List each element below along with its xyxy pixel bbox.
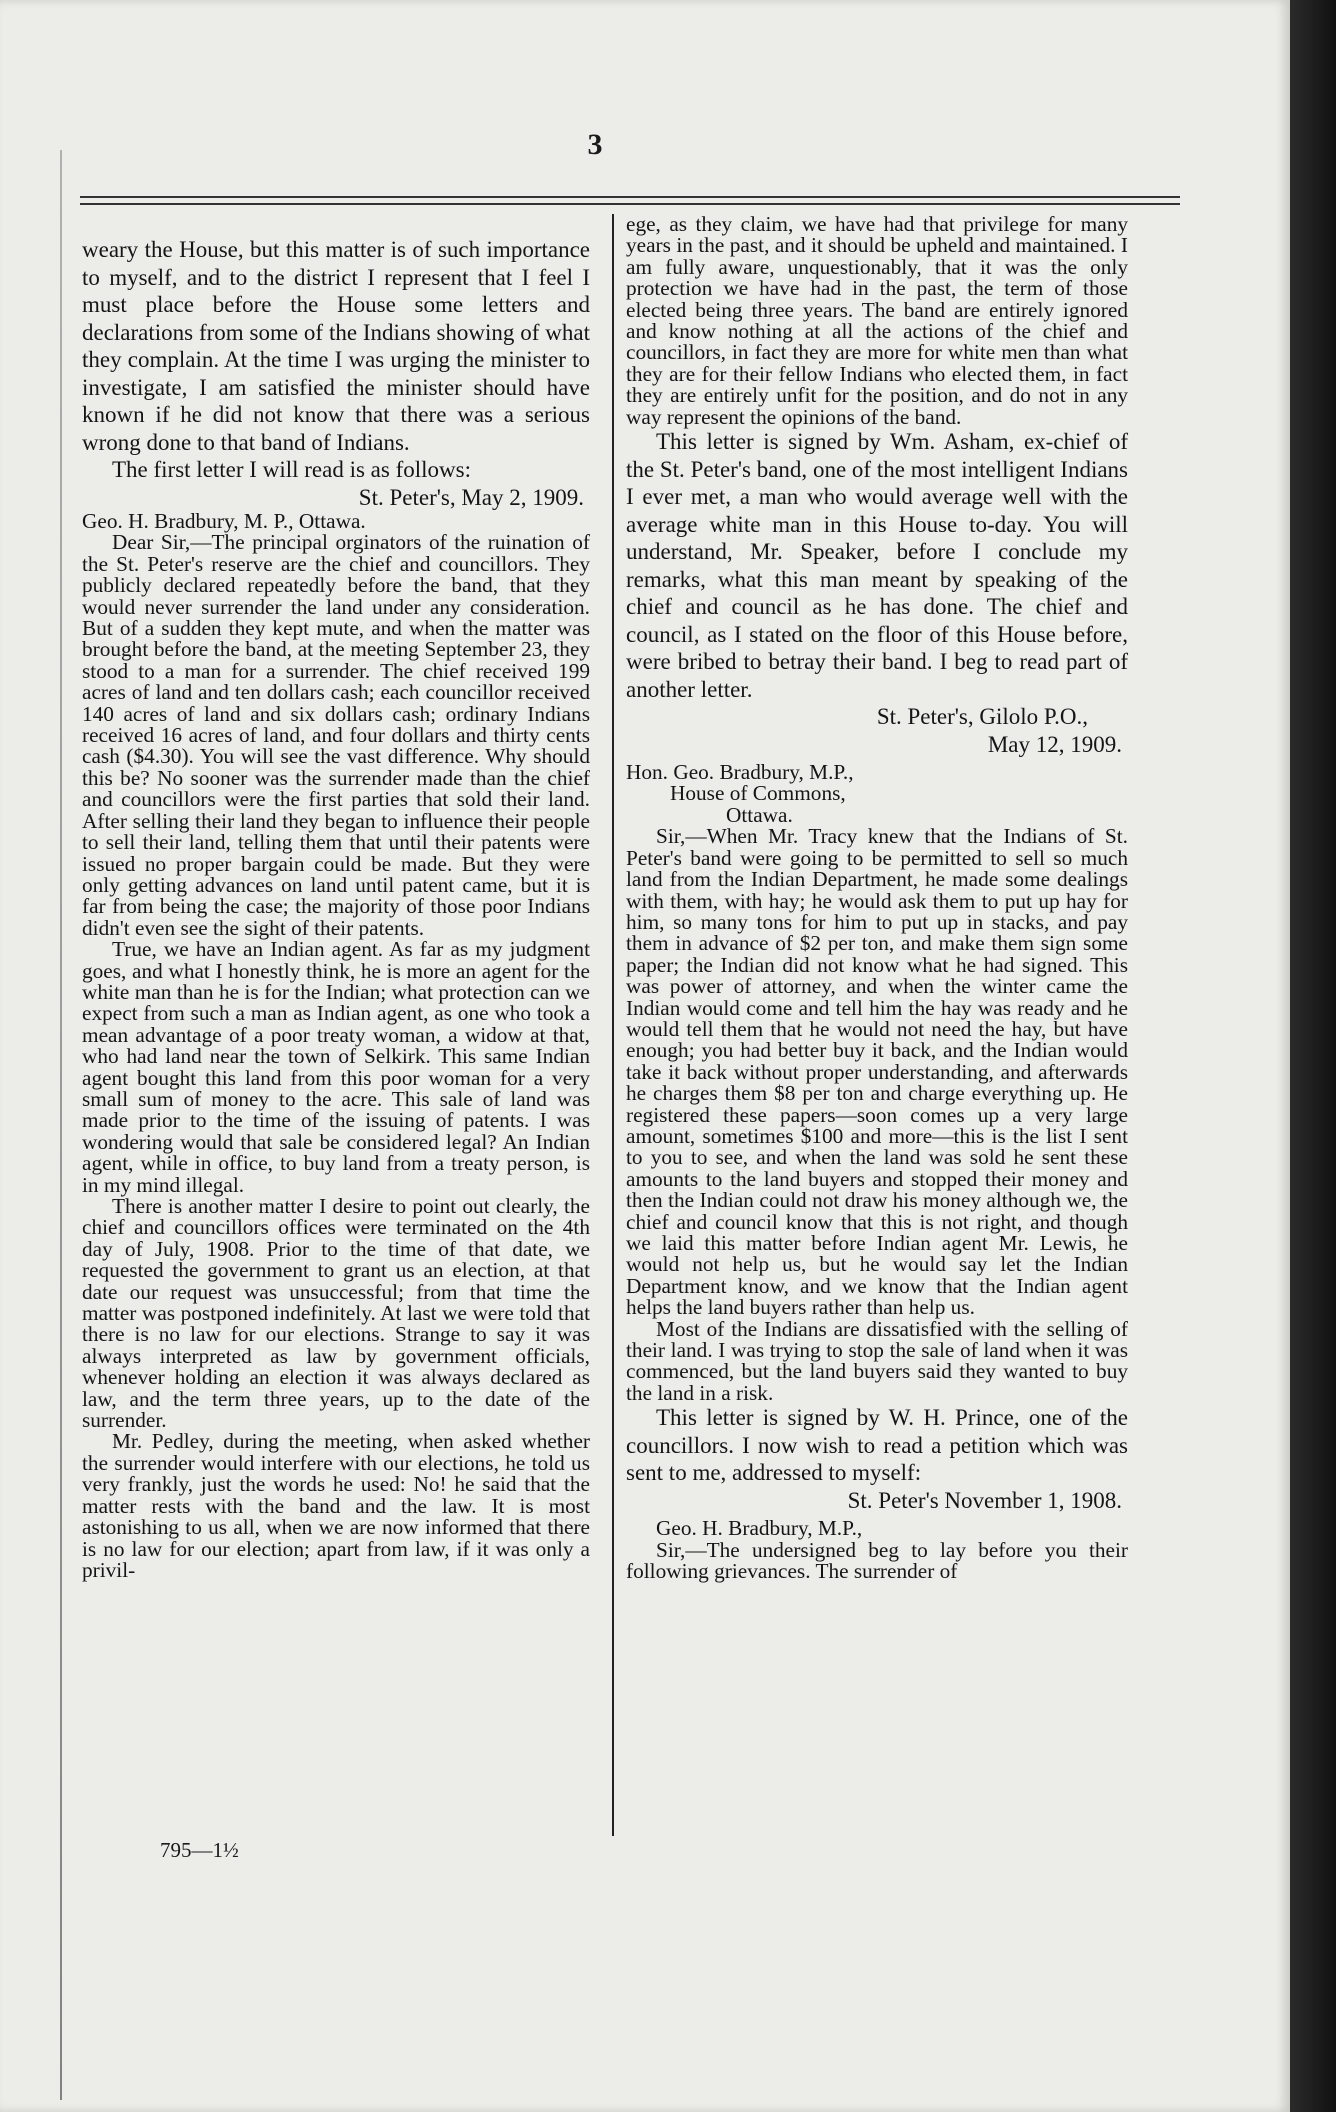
speech-paragraph-1: This letter is signed by Wm. Asham, ex-chief of the St. Peter's band, one of the most intelligent Indians I ever met, a man who would average well with the average white man in this House to-day. You will understand, Mr. Speaker, before I conclude my remarks, what this man meant by speaking of the chief and council as he has done. The chief and council, as I stated on the floor of this House before, were bribed to betray their band. I beg to read part of another letter. bbox=[626, 429, 1128, 702]
binding-margin-line bbox=[60, 150, 62, 2100]
left-paragraph-1: weary the House, but this matter is of such importance to myself, and to the district I represent that I feel I must place before the House some letters and declarations from some of the Indians showing of what they complain. At the time I was urging the minister to investigate, I am satisfied the minister should have known if he did not know that there was a serious wrong done to that band of Indians. bbox=[82, 237, 590, 455]
scan-dark-edge bbox=[1290, 0, 1336, 2112]
letter1-paragraph-1: Dear Sir,—The principal orginators of the ruination of the St. Peter's reserve are the chief and councillors. They publicly declared repeatedly before the band, that they would never surrender the land under any consideration. But of a sudden they kept mute, and when the matter was brought before the band, at the meeting September 23, they stood to a man for a surrender. The chief received 199 acres of land and ten dollars cash; each councillor received 140 acres of land and six dollars cash; ordinary Indians received 16 acres of land, and four dollars and thirty cents cash ($4.30). You will see the vast difference. Why should this be? No sooner was the surrender made than the chief and councillors were the first parties that sold their land. After selling their land they began to influence their people to sell their land, telling them that until their patents were issued no proper bargain could be made. But they were only getting advances on land until patent came, but it is far from being the case; the majority of those poor Indians didn't even see the sight of their patents. bbox=[82, 530, 590, 940]
header-rule-top bbox=[80, 196, 1180, 198]
petition-opening: Sir,—The undersigned beg to lay before you their following grievances. The surrender of bbox=[626, 1537, 1128, 1584]
letter1-addressee: Geo. H. Bradbury, M. P., Ottawa. bbox=[82, 509, 366, 533]
petition-addressee: Geo. H. Bradbury, M.P., bbox=[656, 1516, 863, 1541]
letter2-date: May 12, 1909. bbox=[987, 731, 1122, 757]
right-column bbox=[626, 214, 1128, 1582]
letter1-paragraph-2: True, we have an Indian agent. As far as my judgment goes, and what I honestly think, he is more an agent for the white man than he is for the Indian; what protection can we expect from such a man as Indian agent, as one who took a mean advantage of a poor treaty woman, a widow at that, who had land near the town of Selkirk. This same Indian agent bought this land from this poor woman for a very small sum of money to the acre. This sale of land was made prior to the time of the issuing of patents. I was wondering would that sale be considered legal? An Indian agent, while in office, to buy land from a treaty person, is in my mind illegal. bbox=[82, 937, 590, 1197]
letter2-addressee-2: House of Commons, bbox=[670, 781, 846, 806]
letter2-paragraph-2: Most of the Indians are dissatisfied with the selling of their land. I was trying to stop the sale of land when it was commenced, but the land buyers said they wanted to buy the land in a risk. bbox=[626, 1316, 1128, 1405]
speech-paragraph-2: This letter is signed by W. H. Prince, one of the councillors. I now wish to read a petition which was sent to me, addressed to myself: bbox=[626, 1405, 1128, 1486]
left-column bbox=[82, 236, 590, 1581]
letter2-place: St. Peter's, Gilolo P.O., bbox=[876, 704, 1088, 730]
letter1-paragraph-3: There is another matter I desire to point out clearly, the chief and councillors offices were terminated on the 4th day of July, 1908. Prior to the time of that date, we requested the government to grant us an election, at that date our request was unsuccessful; from that time the matter was postponed indefinitely. At last we were told that there is no law for our elections. Strange to say it was always interpreted as law by government officials, whenever holding an election it was always declared as law, and the term three years, up to the date of the surrender. bbox=[82, 1194, 590, 1433]
letter1-date: St. Peter's, May 2, 1909. bbox=[358, 484, 584, 510]
letter1-paragraph-4: Mr. Pedley, during the meeting, when asked whether the surrender would interfere with our elections, he told us very frankly, just the words he used: No! he said that the matter rests with the band and the law. It is most astonishing to us all, when we are now informed that there is no law for our election; apart from law, if it was only a privil- bbox=[82, 1429, 590, 1582]
page-number: 3 bbox=[587, 128, 603, 161]
header-rule-bottom bbox=[80, 203, 1180, 205]
left-paragraph-2: The first letter I will read is as follows: bbox=[112, 457, 471, 482]
letter2-paragraph-1: Sir,—When Mr. Tracy knew that the Indians of St. Peter's band were going to be permitted to sell so much land from the Indian Department, he made some dealings with them, with hay; he would ask them to put up hay for him, so many tons for him to put up in stacks, and pay them in advance of $2 per ton, and make them sign some paper; the Indian did not know what he had signed. This was power of attorney, and when the winter came the Indian would come and tell him the hay was ready and he would tell them that he would not need the hay, but have enough; you had better buy it back, and the Indian would take it back without proper understanding, and afterwards he charges them $8 per ton and charge everything up. He registered these papers—soon comes up a very large amount, sometimes $100 and more—this is the list I sent to you to see, and when the land was sold he sent these amounts to the land buyers and stopped their money and then the Indian could not draw his money although we, the chief and council know that this is not right, and though we laid this matter before Indian agent Mr. Lewis, he would not help us, but he would say let the Indian Department know, and we know that the Indian agent helps the land buyers rather than help us. bbox=[626, 824, 1128, 1320]
letter1-continuation: ege, as they claim, we have had that privilege for many years in the past, and it should be upheld and maintained. I am fully aware, unquestionably, that it was the only protection we have had in the past, the term of those elected being three years. The band are entirely ignored and know nothing at all the actions of the chief and councillors, in fact they are more for white men than what they are for their fellow Indians who elected them, in fact they are entirely unfit for the position, and do not in any way represent the opinions of the band. bbox=[626, 212, 1128, 429]
column-divider bbox=[612, 214, 614, 1836]
letter2-addressee-1: Hon. Geo. Bradbury, M.P., bbox=[626, 760, 854, 785]
printer-signature-mark: 795—1½ bbox=[160, 1838, 239, 1862]
letter2-addressee-3: Ottawa. bbox=[726, 802, 793, 827]
petition-date: St. Peter's November 1, 1908. bbox=[847, 1487, 1122, 1513]
